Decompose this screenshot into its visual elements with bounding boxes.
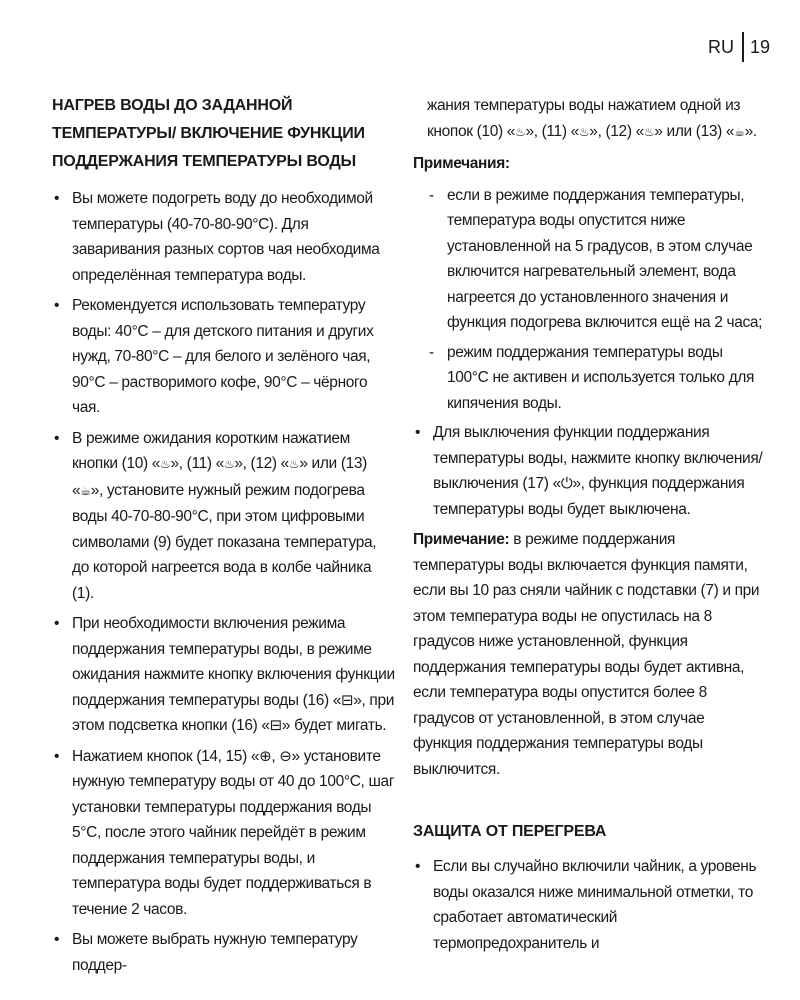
power-icon: ⏻ bbox=[560, 475, 573, 492]
kettle-keep-warm-icon: ⊟ bbox=[341, 691, 354, 709]
language-code: RU bbox=[707, 36, 734, 57]
list-item: • Вы можете выбрать нужную температуру поддер- bbox=[52, 927, 397, 978]
kettle-keep-warm-icon: ⊟ bbox=[269, 717, 282, 734]
left-column bbox=[52, 92, 397, 983]
list-item: • Рекомендуется использовать температуру воды: 40°С – для детского питания и других нужд, 70-80°С – для белого и зелёного чая, 90°С – растворимого кофе, 90°С – чёрного чая. bbox=[52, 293, 397, 421]
cup-icon-80: ♨ bbox=[288, 457, 300, 471]
right-column bbox=[413, 93, 765, 961]
list-item: • В режиме ожидания коротким нажатием кнопки (10) «♨», (11) «♨», (12) «♨» или (13) «☕», установите нужный режим подогрева воды 40-70-80-90°С, при этом цифровыми символами (9) будет показана температура, до которой нагреется вода в колбе чайника (1). bbox=[52, 426, 397, 607]
list-item: • Для выключения функции поддержания температуры воды, нажмите кнопку включения/выключения (17) «⏻», функция поддержания температуры воды будет выключена. bbox=[413, 420, 765, 522]
cup-icon-40: ♨ bbox=[515, 124, 526, 139]
page-header bbox=[708, 32, 770, 62]
list-item: - если в режиме поддержания температуры, температура воды опустится ниже установленной на 5 градусов, в этом случае включится нагревательный элемент, вода нагреется до установленного значения и функция подогрева включится ещё на 2 часа; bbox=[413, 183, 765, 336]
list-item: • При необходимости включения режима поддержания температуры воды, в режиме ожидания нажмите кнопку включения функции поддержания температуры воды (16) «⊟», при этом подсветка кнопки (16) «⊟» будет мигать. bbox=[52, 611, 397, 739]
cup-icon-90: ☕ bbox=[734, 124, 745, 139]
note-label: Примечание: bbox=[413, 531, 510, 548]
continued-paragraph: жания температуры воды нажатием одной из кнопок (10) «♨», (11) «♨», (12) «♨» или (13) «☕». bbox=[427, 97, 757, 140]
section-heading-overheat: ЗАЩИТА ОТ ПЕРЕГРЕВА bbox=[413, 823, 607, 840]
section-heading-heating: НАГРЕВ ВОДЫ ДО ЗАДАННОЙ ТЕМПЕРАТУРЫ/ ВКЛЮЧЕНИЕ ФУНКЦИИ ПОДДЕРЖАНИЯ ТЕМПЕРАТУРЫ ВОДЫ bbox=[52, 97, 365, 170]
list-item: • Если вы случайно включили чайник, а уровень воды оказался ниже минимальной отметки, то сработает автоматический термопредохранитель и bbox=[413, 854, 765, 956]
notes-dash-list bbox=[413, 183, 765, 417]
list-item: - режим поддержания температуры воды 100°С не активен и используется только для кипячения воды. bbox=[413, 340, 765, 417]
list-item: • Нажатием кнопок (14, 15) «⊕, ⊖» установите нужную температуру воды от 40 до 100°С, шаг установки температуры поддержания воды 5°С, после этого чайник перейдёт в режим поддержания температуры воды, и температура воды будет поддерживаться в течение 2 часов. bbox=[52, 744, 397, 923]
cup-icon-70: ♨ bbox=[223, 457, 235, 471]
cup-icon-40: ♨ bbox=[160, 457, 171, 471]
overheat-bullet-list bbox=[413, 854, 765, 956]
minus-circle-icon: ⊖ bbox=[279, 747, 292, 765]
list-item: • Вы можете подогреть воду до необходимой температуры (40-70-80-90°С). Для заваривания разных сортов чая необходима определённая температура воды. bbox=[52, 186, 397, 288]
power-off-bullet-list bbox=[413, 420, 765, 522]
memory-note: Примечание: в режиме поддержания температуры воды включается функция памяти, если вы 10 раз сняли чайник с подставки (7) и при этом температура воды не опустилась на 8 градусов ниже установленной, функция поддержания температуры воды будет активна, если температура воды опустится более 8 градусов от установленной, в этом случае функция поддержания температуры воды выключится. bbox=[413, 531, 760, 778]
notes-title: Примечания: bbox=[413, 155, 510, 172]
page-number: 19 bbox=[749, 36, 770, 57]
cup-icon-70: ♨ bbox=[578, 124, 590, 139]
cup-icon-90: ☕ bbox=[80, 483, 91, 498]
plus-circle-icon: ⊕ bbox=[259, 747, 272, 765]
heating-bullet-list bbox=[52, 186, 397, 978]
cup-icon-80: ♨ bbox=[643, 124, 655, 139]
